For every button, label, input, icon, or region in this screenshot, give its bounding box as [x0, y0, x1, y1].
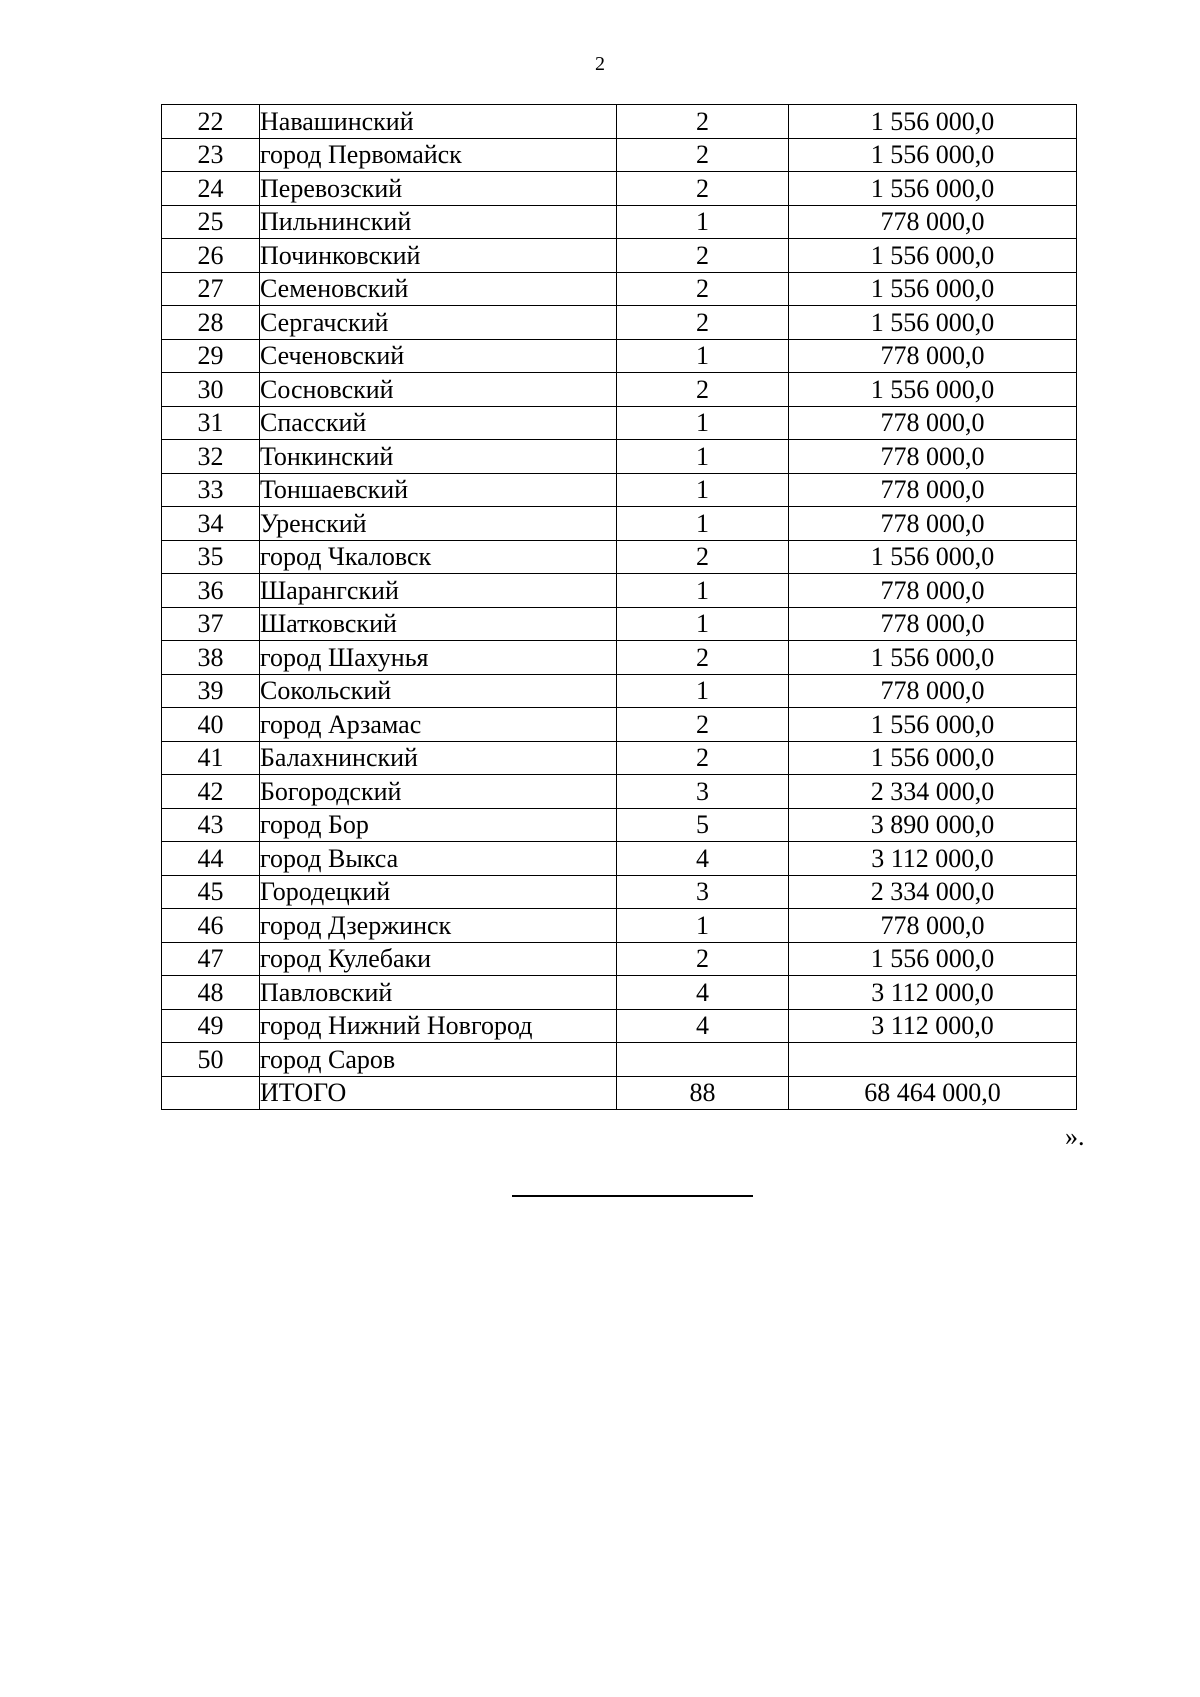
amount-cell: 778 000,0 — [789, 339, 1077, 373]
row-number-cell: 37 — [162, 607, 260, 641]
amount-cell: 3 890 000,0 — [789, 808, 1077, 842]
table-row — [162, 540, 1077, 574]
amount-cell: 1 556 000,0 — [789, 138, 1077, 172]
table-row — [162, 708, 1077, 742]
municipality-name-cell: Павловский — [260, 976, 617, 1010]
count-cell: 4 — [617, 842, 789, 876]
municipality-name-cell: Богородский — [260, 775, 617, 809]
table-row — [162, 976, 1077, 1010]
table-row — [162, 574, 1077, 608]
table-row — [162, 1043, 1077, 1077]
table-row — [162, 172, 1077, 206]
table-row — [162, 239, 1077, 273]
row-number-cell: 30 — [162, 373, 260, 407]
amount-cell: 1 556 000,0 — [789, 741, 1077, 775]
count-cell: 1 — [617, 607, 789, 641]
row-number-cell: 35 — [162, 540, 260, 574]
amount-cell: 3 112 000,0 — [789, 976, 1077, 1010]
count-cell: 1 — [617, 674, 789, 708]
count-cell: 2 — [617, 138, 789, 172]
amount-cell: 778 000,0 — [789, 909, 1077, 943]
municipality-name-cell: Сосновский — [260, 373, 617, 407]
table-row — [162, 909, 1077, 943]
amount-cell: 68 464 000,0 — [789, 1076, 1077, 1110]
amount-cell: 2 334 000,0 — [789, 875, 1077, 909]
count-cell: 3 — [617, 875, 789, 909]
row-number-cell: 23 — [162, 138, 260, 172]
row-number-cell: 43 — [162, 808, 260, 842]
amount-cell: 778 000,0 — [789, 205, 1077, 239]
count-cell: 1 — [617, 909, 789, 943]
row-number-cell: 42 — [162, 775, 260, 809]
municipality-name-cell: Тоншаевский — [260, 473, 617, 507]
municipality-name-cell: ИТОГО — [260, 1076, 617, 1110]
count-cell: 1 — [617, 406, 789, 440]
row-number-cell: 36 — [162, 574, 260, 608]
table-row — [162, 808, 1077, 842]
row-number-cell: 48 — [162, 976, 260, 1010]
count-cell: 88 — [617, 1076, 789, 1110]
count-cell: 1 — [617, 574, 789, 608]
row-number-cell: 34 — [162, 507, 260, 541]
amount-cell — [789, 1043, 1077, 1077]
end-of-document-rule — [512, 1195, 753, 1197]
table-row — [162, 205, 1077, 239]
table-row — [162, 272, 1077, 306]
table-row — [162, 138, 1077, 172]
row-number-cell: 32 — [162, 440, 260, 474]
count-cell: 2 — [617, 105, 789, 139]
page-number: 2 — [595, 53, 605, 75]
table-row — [162, 306, 1077, 340]
row-number-cell: 28 — [162, 306, 260, 340]
amount-cell: 778 000,0 — [789, 574, 1077, 608]
amount-cell: 778 000,0 — [789, 473, 1077, 507]
count-cell: 4 — [617, 976, 789, 1010]
municipality-name-cell: город Выкса — [260, 842, 617, 876]
amount-cell: 2 334 000,0 — [789, 775, 1077, 809]
table-row — [162, 607, 1077, 641]
count-cell: 2 — [617, 641, 789, 675]
municipality-name-cell: город Чкаловск — [260, 540, 617, 574]
municipality-name-cell: Сеченовский — [260, 339, 617, 373]
count-cell: 1 — [617, 205, 789, 239]
municipality-name-cell: Пильнинский — [260, 205, 617, 239]
table-row — [162, 942, 1077, 976]
row-number-cell — [162, 1076, 260, 1110]
municipality-name-cell: Перевозский — [260, 172, 617, 206]
count-cell: 2 — [617, 942, 789, 976]
row-number-cell: 47 — [162, 942, 260, 976]
amount-cell: 1 556 000,0 — [789, 942, 1077, 976]
table-row — [162, 105, 1077, 139]
municipality-name-cell: Сергачский — [260, 306, 617, 340]
count-cell: 2 — [617, 540, 789, 574]
municipality-name-cell: Навашинский — [260, 105, 617, 139]
amount-cell: 1 556 000,0 — [789, 306, 1077, 340]
table-row — [162, 406, 1077, 440]
count-cell: 2 — [617, 708, 789, 742]
table-row — [162, 1009, 1077, 1043]
count-cell: 1 — [617, 473, 789, 507]
row-number-cell: 33 — [162, 473, 260, 507]
count-cell: 1 — [617, 339, 789, 373]
row-number-cell: 24 — [162, 172, 260, 206]
count-cell: 1 — [617, 440, 789, 474]
count-cell: 5 — [617, 808, 789, 842]
municipality-name-cell: Городецкий — [260, 875, 617, 909]
count-cell: 2 — [617, 272, 789, 306]
amount-cell: 1 556 000,0 — [789, 373, 1077, 407]
count-cell: 2 — [617, 306, 789, 340]
municipality-name-cell: Балахнинский — [260, 741, 617, 775]
municipality-name-cell: Шатковский — [260, 607, 617, 641]
municipality-name-cell: город Саров — [260, 1043, 617, 1077]
count-cell: 2 — [617, 239, 789, 273]
total-row — [162, 1076, 1077, 1110]
municipality-name-cell: город Кулебаки — [260, 942, 617, 976]
amount-cell: 778 000,0 — [789, 440, 1077, 474]
row-number-cell: 44 — [162, 842, 260, 876]
closing-quote-mark: ». — [1065, 1122, 1085, 1151]
municipality-name-cell: город Арзамас — [260, 708, 617, 742]
row-number-cell: 39 — [162, 674, 260, 708]
amount-cell: 778 000,0 — [789, 507, 1077, 541]
municipality-name-cell: Спасский — [260, 406, 617, 440]
table-row — [162, 373, 1077, 407]
amount-cell: 778 000,0 — [789, 674, 1077, 708]
row-number-cell: 40 — [162, 708, 260, 742]
row-number-cell: 38 — [162, 641, 260, 675]
table-row — [162, 875, 1077, 909]
municipality-name-cell: город Первомайск — [260, 138, 617, 172]
row-number-cell: 50 — [162, 1043, 260, 1077]
municipality-name-cell: город Нижний Новгород — [260, 1009, 617, 1043]
municipality-name-cell: город Бор — [260, 808, 617, 842]
amount-cell: 1 556 000,0 — [789, 272, 1077, 306]
count-cell: 2 — [617, 373, 789, 407]
table-row — [162, 641, 1077, 675]
row-number-cell: 49 — [162, 1009, 260, 1043]
table-row — [162, 741, 1077, 775]
count-cell: 3 — [617, 775, 789, 809]
count-cell: 1 — [617, 507, 789, 541]
municipality-name-cell: Шарангский — [260, 574, 617, 608]
municipality-name-cell: Починковский — [260, 239, 617, 273]
table-row — [162, 775, 1077, 809]
row-number-cell: 25 — [162, 205, 260, 239]
table-row — [162, 440, 1077, 474]
amount-cell: 1 556 000,0 — [789, 105, 1077, 139]
count-cell: 2 — [617, 172, 789, 206]
municipality-name-cell: Тонкинский — [260, 440, 617, 474]
row-number-cell: 26 — [162, 239, 260, 273]
table-row — [162, 339, 1077, 373]
amount-cell: 1 556 000,0 — [789, 172, 1077, 206]
table-row — [162, 842, 1077, 876]
allocation-table — [161, 104, 1077, 1110]
row-number-cell: 45 — [162, 875, 260, 909]
row-number-cell: 22 — [162, 105, 260, 139]
amount-cell: 3 112 000,0 — [789, 1009, 1077, 1043]
municipality-name-cell: город Шахунья — [260, 641, 617, 675]
amount-cell: 1 556 000,0 — [789, 540, 1077, 574]
municipality-name-cell: Семеновский — [260, 272, 617, 306]
amount-cell: 778 000,0 — [789, 607, 1077, 641]
count-cell: 2 — [617, 741, 789, 775]
municipality-name-cell: Уренский — [260, 507, 617, 541]
row-number-cell: 41 — [162, 741, 260, 775]
amount-cell: 1 556 000,0 — [789, 708, 1077, 742]
amount-cell: 778 000,0 — [789, 406, 1077, 440]
amount-cell: 3 112 000,0 — [789, 842, 1077, 876]
table-body — [162, 105, 1077, 1110]
municipality-name-cell: город Дзержинск — [260, 909, 617, 943]
count-cell: 4 — [617, 1009, 789, 1043]
count-cell — [617, 1043, 789, 1077]
row-number-cell: 46 — [162, 909, 260, 943]
row-number-cell: 27 — [162, 272, 260, 306]
amount-cell: 1 556 000,0 — [789, 641, 1077, 675]
row-number-cell: 29 — [162, 339, 260, 373]
row-number-cell: 31 — [162, 406, 260, 440]
table-row — [162, 674, 1077, 708]
amount-cell: 1 556 000,0 — [789, 239, 1077, 273]
table-row — [162, 507, 1077, 541]
municipality-name-cell: Сокольский — [260, 674, 617, 708]
table-row — [162, 473, 1077, 507]
